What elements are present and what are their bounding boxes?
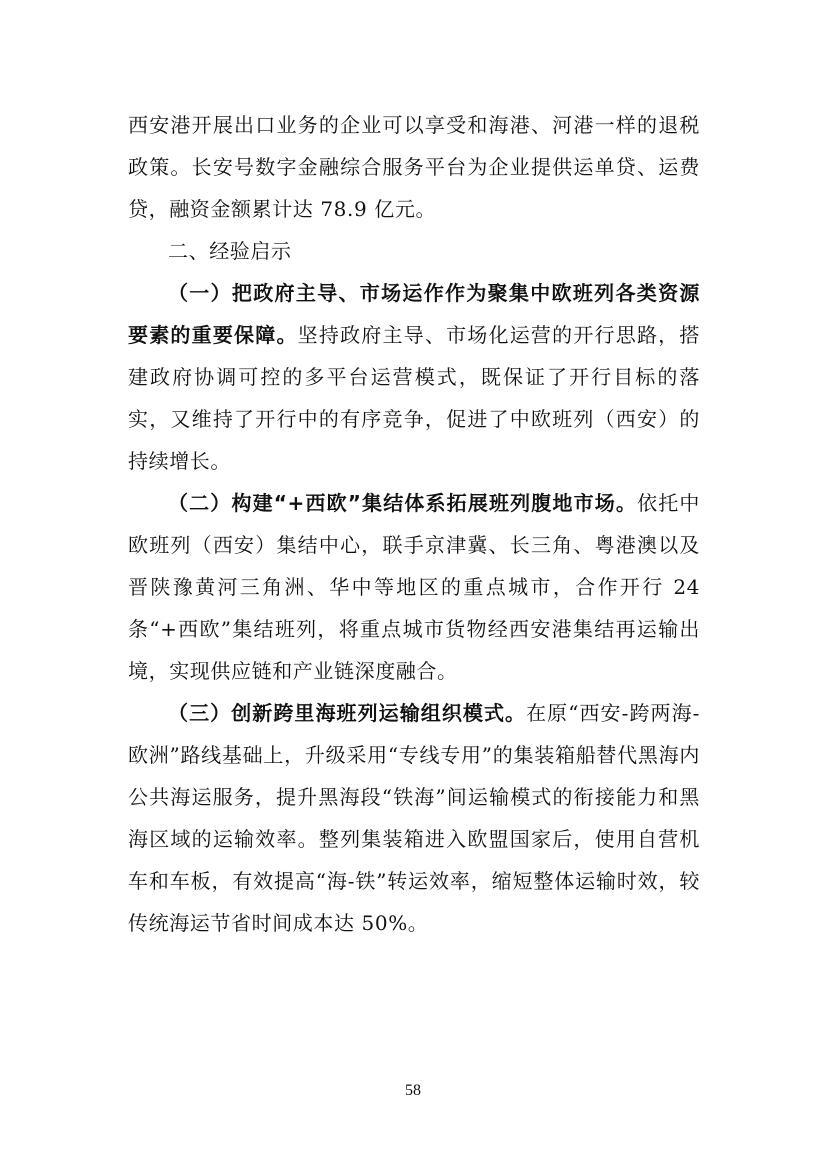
- section-heading: [128, 230, 700, 272]
- section-heading-text: 二、经验启示: [168, 239, 292, 263]
- experience-item-3: [128, 692, 700, 944]
- experience-item-text: 坚持政府主导、市场化运营的开行思路，搭建政府协调可控的多平台运营模式，既保证了开行目标的落实，又维持了开行中的有序竞争，促进了中欧班列（西安）的持续增长。: [128, 323, 700, 473]
- experience-item-text: 在原“西安-跨两海-欧洲”路线基础上，升级采用“专线专用”的集装箱船替代黑海内公共海运服务，提升黑海段“铁海”间运输模式的衔接能力和黑海区域的运输效率。整列集装箱进入欧盟国家后，使用自营机车和车板，有效提高“海-铁”转运效率，缩短整体运输时效，较传统海运节省时间成本达 50%。: [128, 701, 700, 935]
- experience-item-heading: （三）创新跨里海班列运输组织模式。: [168, 701, 527, 725]
- experience-item-2: [128, 482, 700, 692]
- experience-item-heading: （一）把政府主导、市场运作作为聚集中欧班列各类资源要素的重要保障。: [128, 281, 700, 347]
- experience-item-1: [128, 272, 700, 482]
- experience-item-text: 依托中欧班列（西安）集结中心，联手京津冀、长三角、粤港澳以及晋陕豫黄河三角洲、华中等地区的重点城市，合作开行 24 条“+西欧”集结班列，将重点城市货物经西安港集结再运输出境，实现供应链和产业链深度融合。: [128, 491, 700, 683]
- experience-item-heading: （二）构建“+西欧”集结体系拓展班列腹地市场。: [168, 491, 638, 515]
- paragraph-text: 西安港开展出口业务的企业可以享受和海港、河港一样的退税政策。长安号数字金融综合服务平台为企业提供运单贷、运费贷，融资金额累计达 78.9 亿元。: [128, 113, 700, 221]
- page-body: [128, 104, 700, 944]
- paragraph-continued: [128, 104, 700, 230]
- page-number: 58: [405, 1082, 421, 1099]
